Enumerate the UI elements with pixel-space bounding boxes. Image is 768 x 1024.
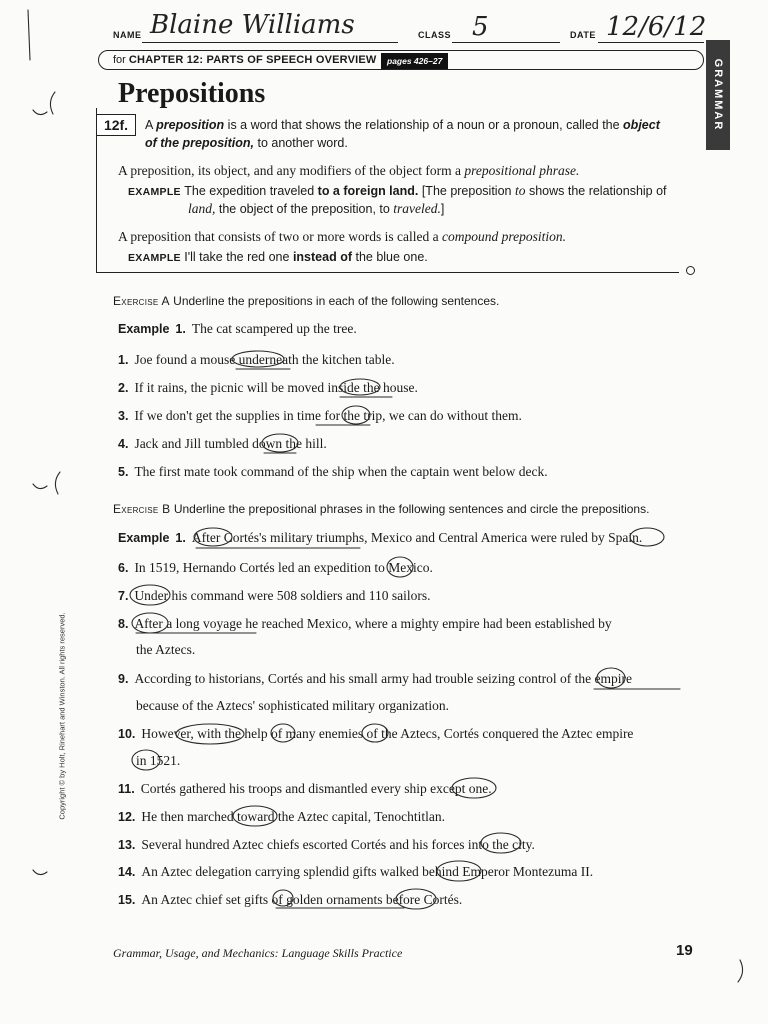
exercise-b-item[interactable]: 15. An Aztec chief set gifts of golden ornaments before Cortés.: [118, 892, 463, 907]
exercise-b-item-cont: because of the Aztecs' sophisticated military organization.: [136, 698, 449, 713]
exercise-b-item[interactable]: 9. According to historians, Cortés and his small army had trouble seizing control of the empire: [118, 671, 632, 686]
exercise-b-item[interactable]: 6. In 1519, Hernando Cortés led an expedition to Mexico.: [118, 560, 433, 575]
example-2: EXAMPLE I'll take the red one instead of the blue one.: [128, 250, 428, 264]
exercise-b-item-cont: in 1521.: [136, 753, 181, 768]
name-label: NAME: [113, 30, 142, 40]
exercise-a-item[interactable]: 2. If it rains, the picnic will be moved inside the house.: [118, 380, 418, 395]
compound-preposition-paragraph: A preposition that consists of two or more words is called a compound preposition.: [118, 229, 566, 244]
name-value[interactable]: Blaine Williams: [150, 10, 355, 40]
chapter-title: CHAPTER 12: PARTS OF SPEECH OVERVIEW: [128, 54, 377, 66]
book-title-footer: Grammar, Usage, and Mechanics: Language Skills Practice: [113, 946, 403, 960]
exercise-b-item[interactable]: 10. However, with the help of many enemies of the Aztecs, Cortés conquered the Aztec empire: [118, 726, 634, 741]
exercise-a-item[interactable]: 1. Joe found a mouse underneath the kitchen table.: [118, 352, 395, 367]
exercise-a-heading: Exercise A Underline the prepositions in each of the following sentences.: [113, 294, 500, 308]
date-value[interactable]: 12/6/12: [606, 12, 707, 42]
prepositional-phrase-paragraph: A preposition, its object, and any modifiers of the object form a prepositional phrase.: [118, 163, 580, 178]
exercise-b-item[interactable]: 8. After a long voyage he reached Mexico, where a mighty empire had been established by: [118, 616, 612, 631]
class-label: CLASS: [418, 30, 452, 40]
exercise-b-item[interactable]: 11. Cortés gathered his troops and dismantled every ship except one.: [118, 781, 492, 796]
exercise-b-item[interactable]: 14. An Aztec delegation carrying splendid gifts walked behind Emperor Montezuma II.: [118, 864, 594, 879]
page-number: 19: [676, 942, 693, 959]
page-title: Prepositions: [118, 78, 266, 109]
copyright-notice: Copyright © by Holt, Rinehart and Winston. All rights reserved.: [57, 612, 67, 820]
exercise-b-example: Example 1. After Cortés's military triumphs, Mexico and Central America were ruled by Spain.: [118, 530, 643, 545]
exercise-a-item[interactable]: 5. The first mate took command of the ship when the captain went below deck.: [118, 464, 548, 479]
exercise-a-example: Example 1. The cat scampered up the tree.: [118, 321, 357, 336]
exercise-b-item[interactable]: 13. Several hundred Aztec chiefs escorted Cortés and his forces into the city.: [118, 837, 535, 852]
grammar-side-tab: GRAMMAR: [706, 40, 730, 150]
exercise-b-item-cont: the Aztecs.: [136, 642, 196, 657]
pages-badge: pages 426–27: [381, 53, 448, 69]
chapter-prefix: for: [113, 54, 126, 66]
exercise-a-item[interactable]: 3. If we don't get the supplies in time for the trip, we can do without them.: [118, 408, 522, 423]
preposition-definition: A preposition is a word that shows the relationship of a noun or a pronoun, called the object of the preposition, to another word.: [145, 118, 660, 150]
rule-number: 12f.: [96, 114, 136, 136]
class-value[interactable]: 5: [472, 12, 489, 42]
exercise-b-item[interactable]: 7. Under his command were 508 soldiers and 110 sailors.: [118, 588, 431, 603]
chapter-banner: [98, 50, 704, 70]
exercise-b-heading: Exercise B Underline the prepositional phrases in the following sentences and circle the prepositions.: [113, 502, 650, 516]
date-label: DATE: [570, 30, 596, 40]
example-1: EXAMPLE The expedition traveled to a foreign land. [The preposition to shows the relationship of: [128, 183, 667, 198]
example-1-cont: land, the object of the preposition, to traveled.]: [188, 201, 445, 216]
exercise-b-item[interactable]: 12. He then marched toward the Aztec capital, Tenochtitlan.: [118, 809, 445, 824]
exercise-a-item[interactable]: 4. Jack and Jill tumbled down the hill.: [118, 436, 327, 451]
rule-end-dot: [686, 266, 695, 275]
